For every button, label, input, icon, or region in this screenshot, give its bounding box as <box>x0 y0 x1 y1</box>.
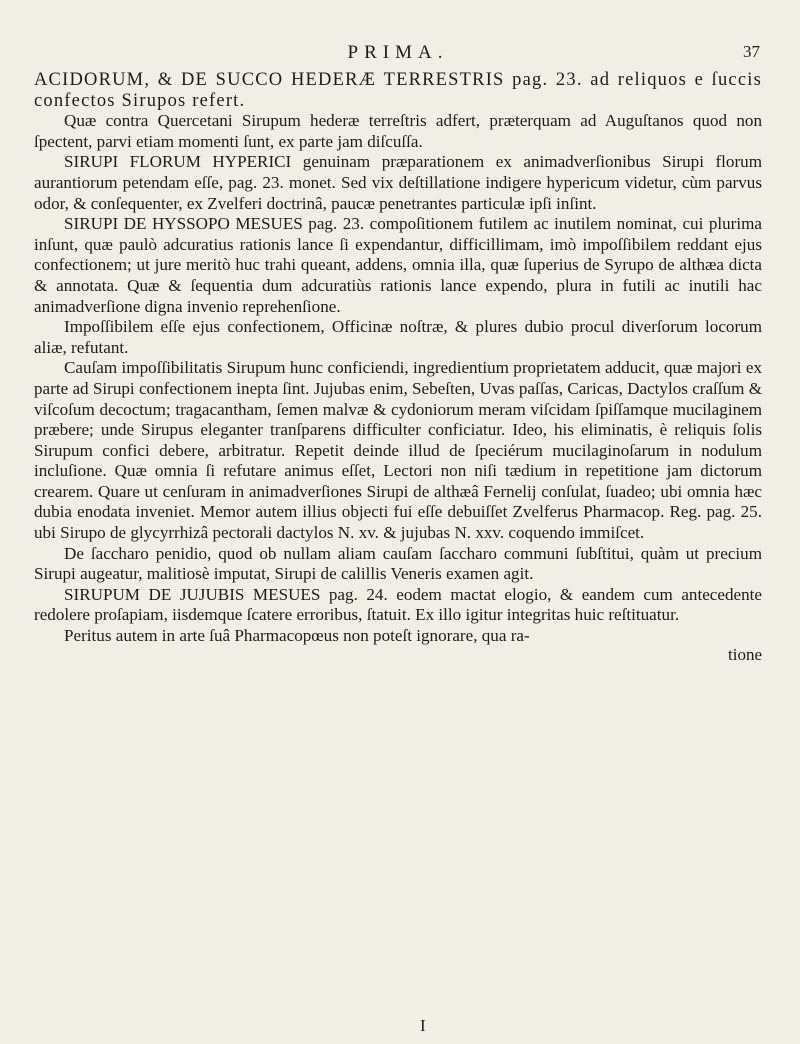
paragraph-acidorum: ACIDORUM, & DE SUCCO HEDERÆ TERRESTRIS pag. 23. ad reliquos e ſuccis confectos Sirupos refert. <box>34 70 762 111</box>
paragraph-impossibilem: Impoſſibilem eſſe ejus confectionem, Officinæ noſtræ, & plures dubio procul diverſorum locorum aliæ, refutant. <box>34 317 762 357</box>
paragraph-hyssopo: SIRUPI DE HYSSOPO MESUES pag. 23. compoſitionem futilem ac inutilem nominat, cui plurima inſunt, quæ paulò adcuratius rationis lance ſi expendantur, difficillimam, imò impoſſibilem reddant ejus confectionem; ut jure meritò huc trahi queant, addens, omnia illa, quæ ſuperius de Syrupo de althæa dicta & annotata. Quæ & ſequentia dum adcuratiùs rationis lance expendo, plura in futili ac inutili hac animadverſione digna invenio reprehenſione. <box>34 214 762 316</box>
paragraph-causam: Cauſam impoſſibilitatis Sirupum hunc conficiendi, ingredientium proprietatem adducit, quæ majori ex parte ad Sirupi confectionem inepta ſint. Jujubas enim, Sebeſten, Uvas paſſas, Caricas, Dactylos craſſum & viſcoſum decoctum; tragacantham, ſemen malvæ & cydoniorum meram viſcidam ſpiſſamque mucilaginem præbere; unde Sirupus eleganter tranſparens difficulter conficiatur. Ideo, his eliminatis, è reliquis ſolis Sirupum confici debere, arbitratur. Repetit deinde illud de ſpeciérum mucilaginoſarum in nodulum incluſione. Quæ omnia ſi refutare animus eſſet, Lectori non niſi tædium in repetitione jam dictorum crearem. Quare ut cenſuram in animadverſiones Sirupi de althæâ Fernelij conſulat, ſuadeo; ubi omnia hæc dubia enodata inveniet. Memor autem illius objecti fui eſſe debuiſſet Zvelferus Pharmacop. Reg. pag. 25. ubi Sirupo de glycyrrhizâ pectorali dactylos N. xv. & jujubas N. xxv. coquendo immiſcet. <box>34 358 762 543</box>
catchword: tione <box>728 644 762 664</box>
paragraph-jujubis: SIRUPUM DE JUJUBIS MESUES pag. 24. eodem mactat elogio, & eandem cum antecedente redolere proſapiam, iisdemque ſcatere erroribus, ſtatuit. Ex illo igitur integritas huic reſtituatur. <box>34 584 762 625</box>
paragraph-quercetani: Quæ contra Quercetani Sirupum hederæ terreſtris adfert, præterquam ad Auguſtanos quod non ſpectent, parvi etiam momenti ſunt, ex parte jam diſcuſſa. <box>34 111 762 151</box>
paragraph-saccharo: De ſaccharo penidio, quod ob nullam aliam cauſam ſaccharo communi ſubſtitui, quàm ut precium Sirupi augeatur, malitiosè imputat, Sirupi de calillis Veneris examen agit. <box>34 543 762 584</box>
page-header <box>34 42 762 70</box>
paragraph-hyperici: SIRUPI FLORUM HYPERICI genuinam præparationem ex animadverſionibus Sirupi florum aurantiorum petendam eſſe, pag. 23. monet. Sed vix deſtillatione indigere hypericum videtur, cùm parvus odor, & conſequenter, ex Zvelferi doctrinâ, paucæ penetrantes particulæ ipſi inſint. <box>34 152 762 213</box>
body-text <box>34 70 762 665</box>
signature-mark: I <box>420 1016 426 1035</box>
paragraph-peritus: Peritus autem in arte ſuâ Pharmacopœus non poteſt ignorare, qua ra- <box>64 626 530 646</box>
page-number: 37 <box>743 42 760 61</box>
running-title: PRIMA. <box>347 42 449 63</box>
